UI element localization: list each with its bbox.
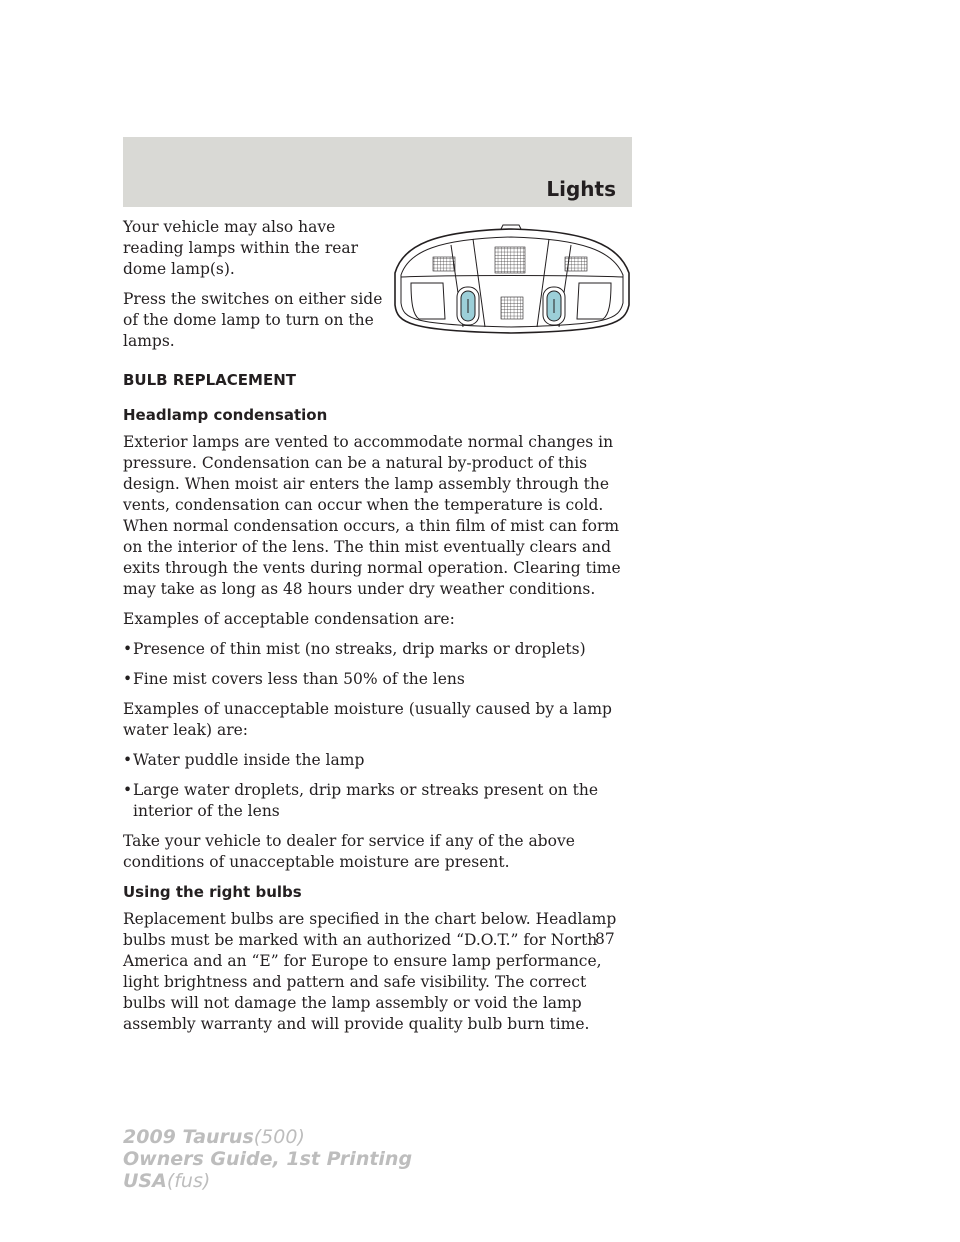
intro-paragraph: Your vehicle may also have reading lamps within the rear dome lamp(s).: [123, 218, 359, 278]
footer-edition: Owners Guide, 1st Printing: [123, 1148, 413, 1170]
page-number: 87: [595, 930, 615, 948]
footer-line: [123, 1170, 412, 1192]
acceptable-list: [123, 639, 633, 690]
unacceptable-list: [123, 750, 633, 822]
section-header-band: [123, 137, 632, 207]
list-item: • Fine mist covers less than 50% of the lens: [123, 669, 633, 690]
list-item: • Large water droplets, drip marks or streaks present on the interior of the lens: [123, 780, 633, 822]
footer-line: [123, 1126, 412, 1148]
footer-model-code: (500): [253, 1126, 305, 1148]
acceptable-intro: Examples of acceptable condensation are:: [123, 610, 455, 628]
condensation-paragraph: Exterior lamps are vented to accommodate normal changes in pressure. Condensation can be a natural by-product of this design. When moist air enters the lamp assembly through the vents, condensation can occur when the temperature is cold. When normal condensation occurs, a thin film of mist can form on the interior of the lens. The thin mist eventually clears and exits through the vents during normal operation. Clearing time may take as long as 48 hours under dry weather conditions.: [123, 433, 621, 598]
footer-market: USA: [123, 1170, 167, 1192]
intro-text: [123, 217, 385, 352]
right-bulbs-heading: Using the right bulbs: [123, 883, 302, 901]
page-content: [123, 217, 633, 1044]
right-bulbs-paragraph: Replacement bulbs are specified in the chart below. Headlamp bulbs must be marked with an authorized “D.O.T.” for North America and an “E” for Europe to ensure lamp performance, light brightness and pattern and safe visibility. The correct bulbs will not damage the lamp assembly or void the lamp assembly warranty and will provide quality bulb burn time.: [123, 910, 617, 1033]
print-footer: [123, 1126, 412, 1192]
service-note: Take your vehicle to dealer for service if any of the above conditions of unacceptable moisture are present.: [123, 832, 575, 871]
section-title: Lights: [546, 177, 616, 201]
intro-paragraph: Press the switches on either side of the dome lamp to turn on the lamps.: [123, 290, 383, 350]
footer-market-code: (fus): [166, 1170, 211, 1192]
list-item: • Water puddle inside the lamp: [123, 750, 633, 771]
bulb-replacement-heading: BULB REPLACEMENT: [123, 371, 296, 389]
list-item: • Presence of thin mist (no streaks, drip marks or droplets): [123, 639, 633, 660]
footer-model: 2009 Taurus: [123, 1126, 254, 1148]
condensation-heading: Headlamp condensation: [123, 406, 328, 424]
unacceptable-intro: Examples of unacceptable moisture (usually caused by a lamp water leak) are:: [123, 700, 612, 739]
